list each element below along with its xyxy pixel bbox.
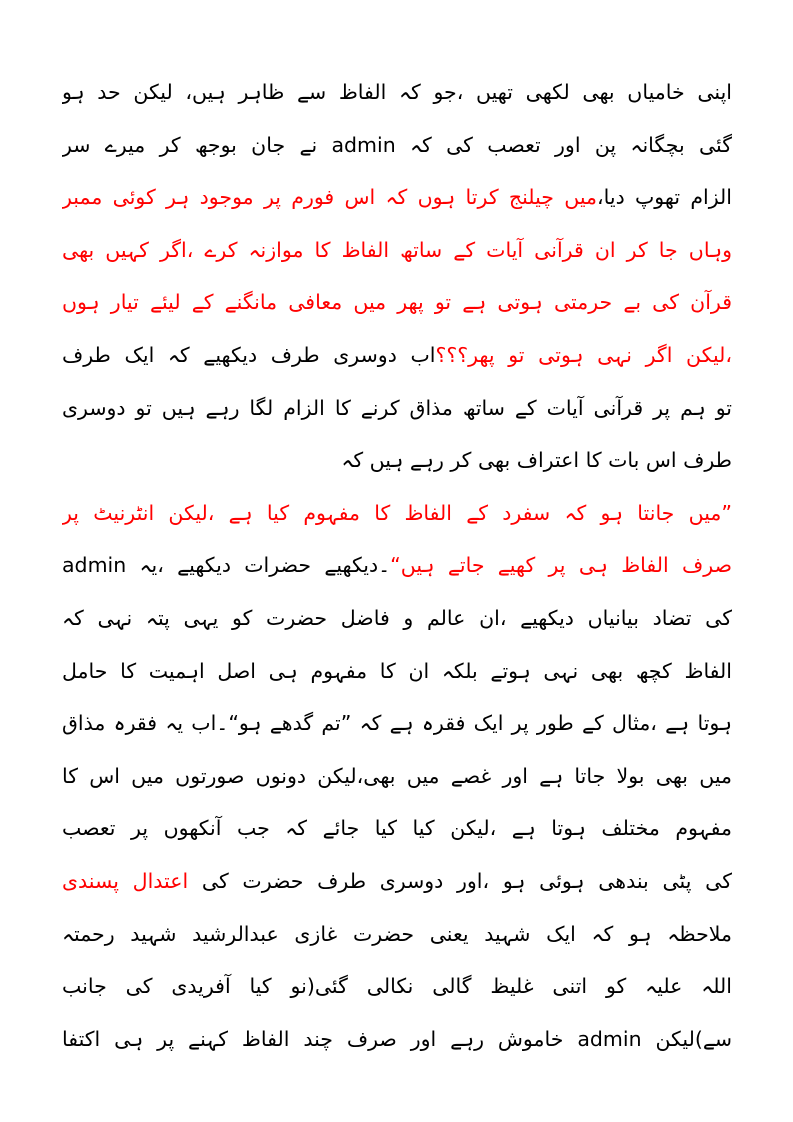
highlighted-text: صرف الفاظ ہی پر کھیے جاتے ہیں“ — [390, 553, 732, 578]
highlighted-text: اعتدال پسندی — [62, 868, 189, 893]
document-page — [62, 66, 732, 1065]
highlighted-text: میں چیلنج کرتا ہوں کہ اس فورم پر موجود ہر کوئی ممبر — [62, 185, 598, 210]
body-text: الفاظ کچھ بھی نہی ہوتے بلکہ ان کا مفہوم ہی اصل اہمیت کا حامل — [62, 658, 732, 683]
body-text: کی تضاد بیانیاں دیکھیے ،ان عالم و فاضل حضرت کو یہی پتہ نہی کہ — [62, 605, 732, 630]
body-text: ہوتا ہے ،مثال کے طور پر ایک فقرہ ہے کہ ”تم گدھے ہو“۔اب یہ فقرہ مذاق — [62, 711, 732, 736]
body-text: مفہوم مختلف ہوتا ہے ،لیکن کیا کیا جائے کہ جب آنکھوں پر تعصب — [62, 816, 732, 841]
text-line — [62, 539, 732, 592]
body-text: اب دوسری طرف دیکھیے کہ ایک طرف — [62, 342, 436, 367]
text-line — [62, 329, 732, 382]
text-line — [62, 802, 732, 855]
text-line — [62, 276, 732, 329]
body-text: تو ہم پر قرآنی آیات کے ساتھ مذاق کرنے کا الزام لگا رہے ہیں تو دوسری — [62, 395, 732, 420]
text-line — [62, 119, 732, 172]
highlighted-text: ”میں جانتا ہو کہ سفرد کے الفاظ کا مفہوم کیا ہے ،لیکن انٹرنیٹ پر — [62, 500, 732, 525]
body-text: کی پٹی بندھی ہوئی ہو ،اور دوسری طرف حضرت کی — [188, 868, 732, 893]
text-line — [62, 171, 732, 224]
body-text: میں بھی بولا جاتا ہے اور غصے میں بھی،لیکن دونوں صورتوں میں اس کا — [62, 763, 732, 788]
body-text: سے)لیکن admin خاموش رہے اور صرف چند الفاظ کہنے پر ہی اکتفا — [62, 1026, 732, 1051]
body-text: گئی بچگانہ پن اور تعصب کی کہ admin نے جان بوجھ کر میرے سر — [62, 132, 732, 157]
body-text: اللہ علیہ کو اتنی غلیظ گالی نکالی گئی(نو کیا آفریدی کی جانب — [62, 974, 732, 999]
text-line — [62, 908, 732, 961]
text-line — [62, 434, 732, 487]
text-line — [62, 224, 732, 277]
body-text: اپنی خامیاں بھی لکھی تھیں ،جو کہ الفاظ سے ظاہر ہیں، لیکن حد ہو — [62, 80, 732, 104]
text-line — [62, 855, 732, 908]
text-line — [62, 592, 732, 645]
text-line — [62, 66, 732, 119]
text-line — [62, 382, 732, 435]
highlighted-text: وہاں جا کر ان قرآنی آیات کے ساتھ الفاظ کا موازنہ کرے ،اگر کہیں بھی — [62, 237, 732, 262]
highlighted-text: قرآن کی بے حرمتی ہوتی ہے تو پھر میں معافی مانگنے کے لیئے تیار ہوں — [62, 290, 732, 315]
text-line — [62, 697, 732, 750]
body-text: ملاحظہ ہو کہ ایک شہید یعنی حضرت غازی عبدالرشید شہید رحمتہ — [62, 921, 732, 946]
body-text: ۔دیکھیے حضرات دیکھیے ،یہ admin — [62, 553, 391, 578]
body-text: الزام تھوپ دیا، — [597, 185, 732, 210]
text-line — [62, 487, 732, 540]
text-line — [62, 1013, 732, 1066]
text-line — [62, 750, 732, 803]
text-line — [62, 645, 732, 698]
text-line — [62, 960, 732, 1013]
body-text: طرف اس بات کا اعتراف بھی کر رہے ہیں کہ — [341, 448, 732, 473]
highlighted-text: ،لیکن اگر نہی ہوتی تو پھر؟؟؟ — [435, 342, 732, 367]
